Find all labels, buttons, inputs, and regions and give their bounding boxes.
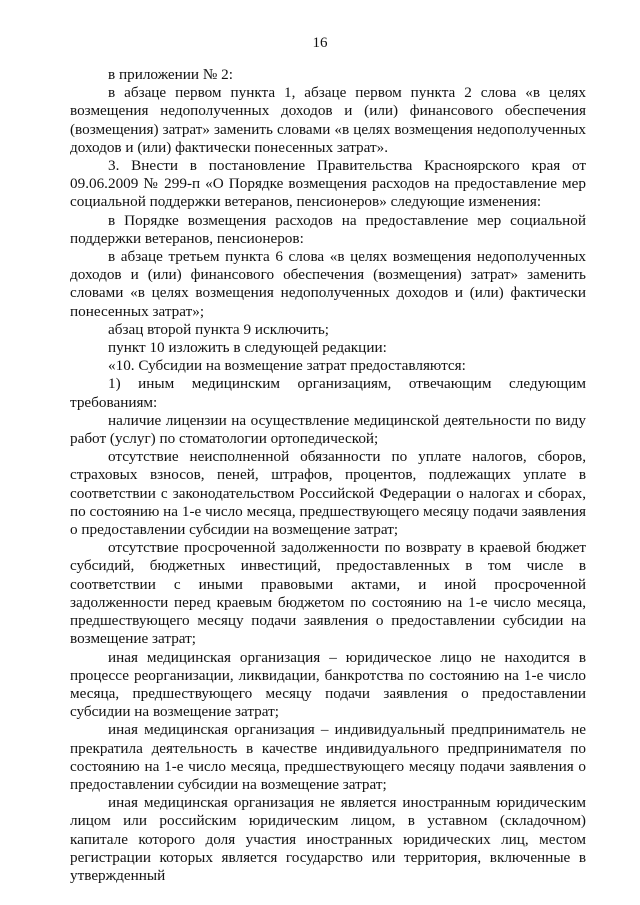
paragraph-item-3: 3. Внести в постановление Правительства Красноярского края от 09.06.2009 № 299-п «О Порядке возмещения расходов на предоставление мер социальной поддержки ветеранов, пенсионеров» следующие изменения: [70, 157, 586, 211]
paragraph-point-10-heading: «10. Субсидии на возмещение затрат предоставляются: [108, 357, 466, 375]
paragraph-foreign-entity: иная медицинская организация не является иностранным юридическим лицом или российским юридическим лицом, в уставном (складочном) капитале которого доля участия иностранных юридических лиц, местом регистрации которых является государство или территория, включенные в утвержденный [70, 794, 586, 884]
paragraph-appendix-2: в приложении № 2: [108, 66, 233, 83]
document-body [70, 66, 586, 885]
paragraph-procedure-intro: в Порядке возмещения расходов на предоставление мер социальной поддержки ветеранов, пенсионеров: [70, 211, 586, 247]
paragraph-entrepreneur-status: иная медицинская организация – индивидуальный предприниматель не прекратила деятельность в качестве индивидуального предпринимателя по состоянию на 1-е число месяца, предшествующего месяцу подачи заявления о предоставлении субсидии на возмещение затрат; [70, 721, 586, 793]
paragraph-no-overdue-debt: отсутствие просроченной задолженности по возврату в краевой бюджет субсидий, бюджетных инвестиций, предоставленных в том числе в соответствии с иными правовыми актами, и иной просроченной задолженности перед краевым бюджетом по состоянию на 1-е число месяца, предшествующего месяцу подачи заявления о предоставлении субсидии на возмещение затрат; [70, 539, 586, 648]
paragraph-no-tax-debt: отсутствие неисполненной обязанности по уплате налогов, сборов, страховых взносов, пеней, штрафов, процентов, подлежащих уплате в соответствии с законодательством Российской Федерации о налогах и сборах, по состоянию на 1-е число месяца, предшествующего месяцу подачи заявления о предоставлении субсидии на возмещение затрат; [70, 448, 586, 539]
paragraph-subitem-1: 1) иным медицинским организациям, отвечающим следующим требованиям: [70, 375, 586, 411]
paragraph-amend-point-6: в абзаце третьем пункта 6 слова «в целях возмещения недополученных доходов и (или) финансового обеспечения (возмещения) затрат» заменить словами «в целях возмещения недополученных доходов и (или) фактически понесенных затрат»; [70, 248, 586, 320]
paragraph-amend-points-1-2: в абзаце первом пункта 1, абзаце первом пункта 2 слова «в целях возмещения недополученных доходов и (или) финансового обеспечения (возмещения) затрат» заменить словами «в целях возмещения недополученных доходов и (или) фактически понесенных затрат». [70, 84, 586, 156]
paragraph-restate-point-10: пункт 10 изложить в следующей редакции: [108, 339, 387, 357]
paragraph-legal-entity-status: иная медицинская организация – юридическое лицо не находится в процессе реорганизации, ликвидации, банкротства по состоянию на 1-е число месяца, предшествующего месяцу подачи заявления о предоставлении субсидии на возмещение затрат; [70, 648, 586, 721]
page-number: 16 [312, 35, 328, 51]
paragraph-license-requirement: наличие лицензии на осуществление медицинской деятельности по виду работ (услуг) по стоматологии ортопедической; [70, 411, 586, 448]
paragraph-exclude-point-9: абзац второй пункта 9 исключить; [108, 320, 329, 338]
